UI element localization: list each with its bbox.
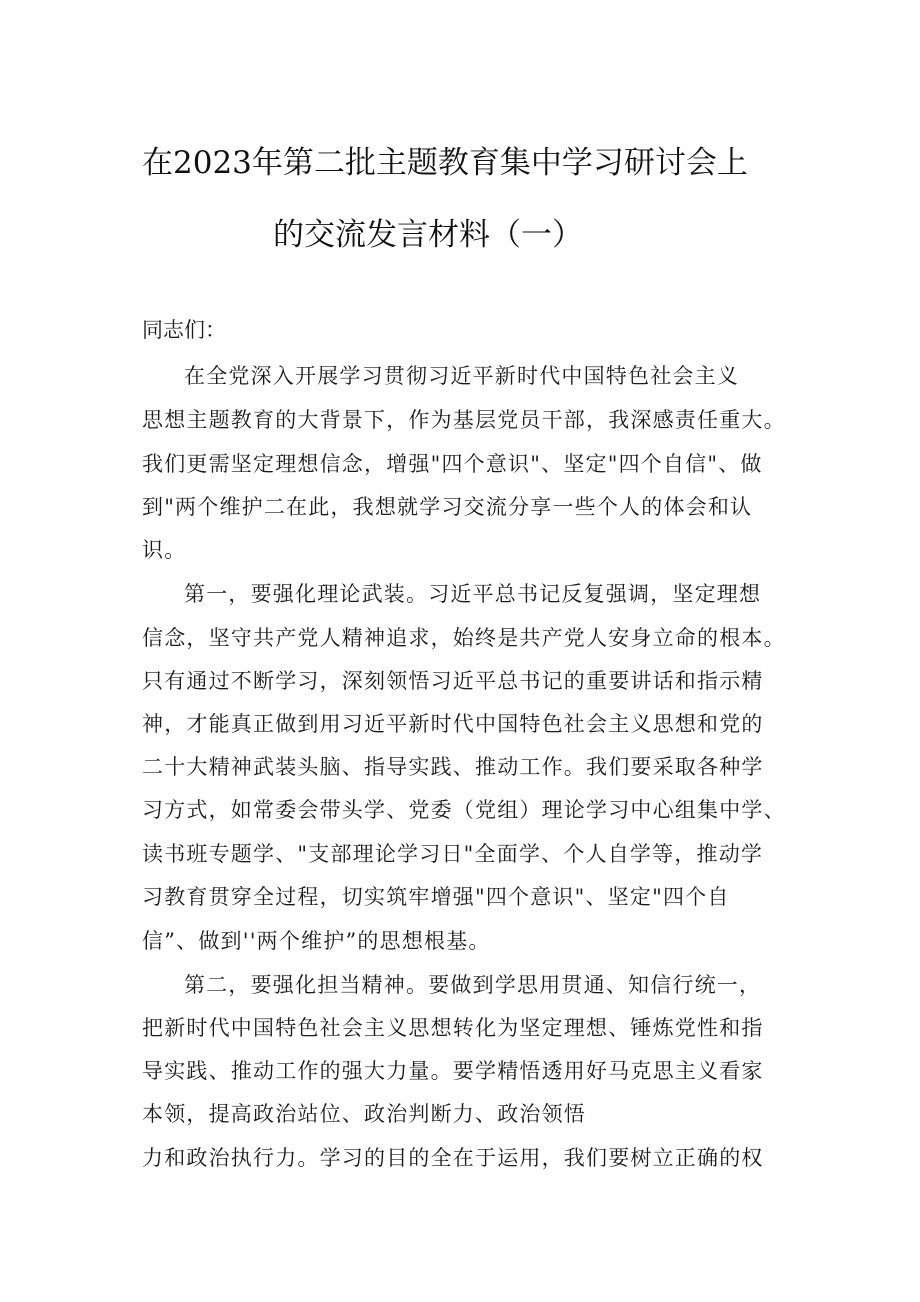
- body-line: 习教育贯穿全过程，切实筑牢增强"四个意识"、坚定"四个自: [142, 885, 730, 909]
- body-line: 把新时代中国特色社会主义思想转化为坚定理想、锤炼党性和指: [142, 1016, 764, 1040]
- body-line: 只有通过不断学习，深刻领悟习近平总书记的重要讲话和指示精: [142, 669, 764, 693]
- body-line: 在全党深入开展学习贯彻习近平新时代中国特色社会主义: [184, 364, 739, 388]
- body-line: 思想主题教育的大背景下，作为基层党员干部，我深感责任重大。: [142, 408, 786, 432]
- document-title-line-1: 在2023年第二批主题教育集中学习研讨会上: [142, 145, 748, 181]
- body-line: 二十大精神武装头脑、指导实践、推动工作。我们要采取各种学: [142, 755, 764, 779]
- body-line: 信念，坚守共产党人精神追求，始终是共产党人安身立命的根本。: [142, 626, 786, 650]
- body-line: 我们更需坚定理想信念，增强"四个意识"、坚定"四个自信"、做: [142, 452, 763, 476]
- body-line: 导实践、推动工作的强大力量。要学精悟透用好马克思主义看家: [142, 1059, 764, 1083]
- body-line: 识。: [142, 538, 187, 562]
- body-line: 第二，要强化担当精神。要做到学思用贯通、知信行统一，: [184, 973, 762, 997]
- salutation: 同志们：: [142, 318, 226, 342]
- body-line: 习方式，如常委会带头学、党委（党组）理论学习中心组集中学、: [142, 798, 786, 822]
- body-line: 信”、做到''两个维护”的思想根基。: [142, 929, 491, 953]
- body-line: 本领，提高政治站位、政治判断力、政治领悟: [142, 1102, 586, 1126]
- body-line: 神，才能真正做到用习近平新时代中国特色社会主义思想和党的: [142, 712, 764, 736]
- body-line: 力和政治执行力。学习的目的全在于运用，我们要树立正确的权: [142, 1146, 764, 1170]
- body-line: 第一，要强化理论武装。习近平总书记反复强调，坚定理想: [184, 582, 762, 606]
- document-title-line-2: 的交流发言材料（一）: [273, 217, 583, 253]
- body-line: 读书班专题学、"支部理论学习日"全面学、个人自学等，推动学: [142, 842, 764, 866]
- body-line: 到"两个维护二在此，我想就学习交流分享一些个人的体会和认: [142, 495, 753, 519]
